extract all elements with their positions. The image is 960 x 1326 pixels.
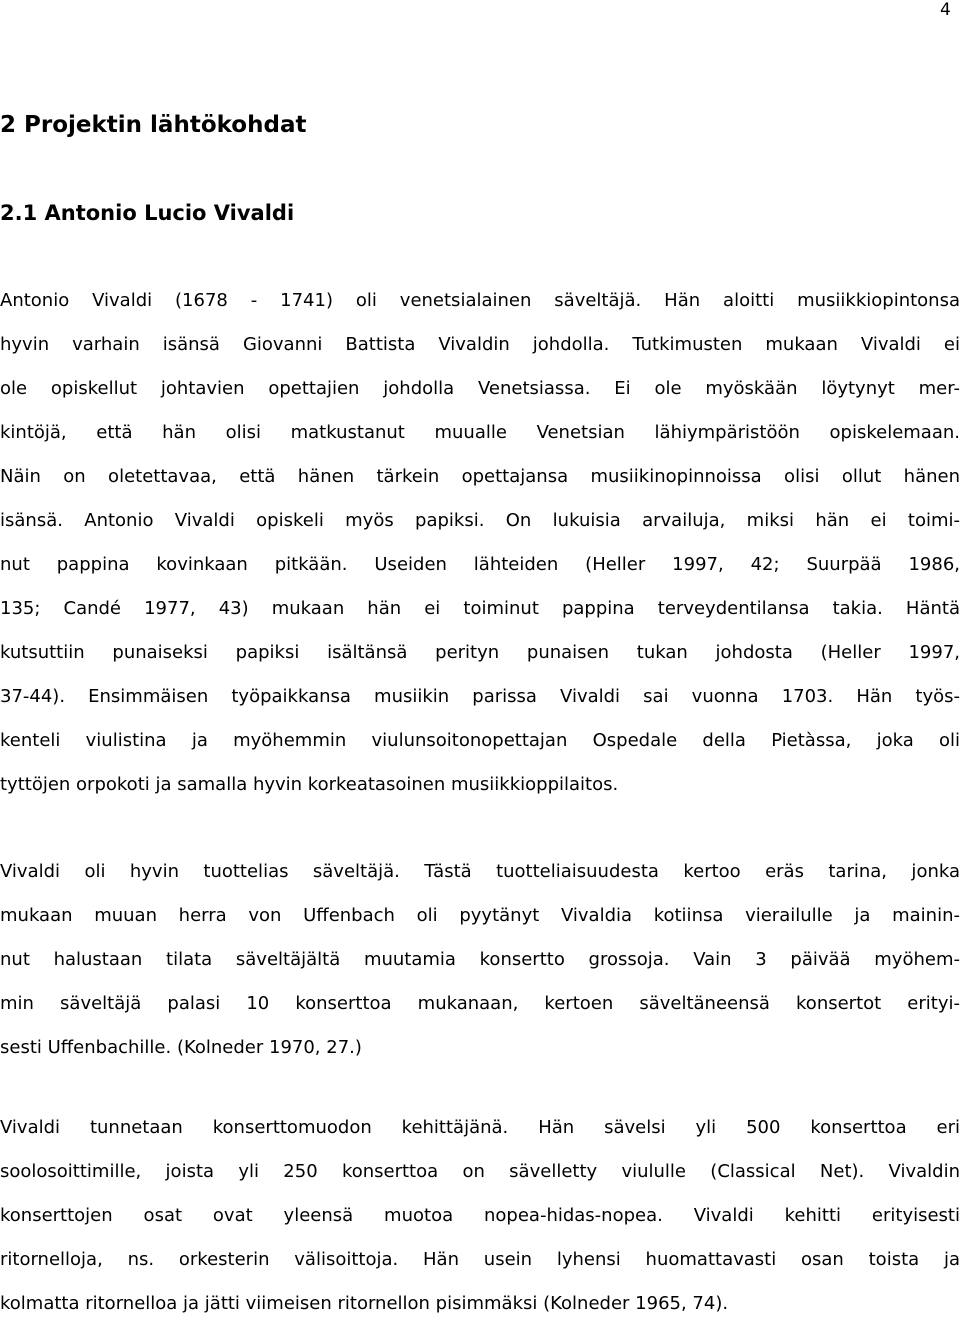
text-line: kolmatta ritornelloa ja jätti viimeisen ritornellon pisimmäksi (Kolneder 1965, 74). <box>0 1293 729 1314</box>
text-line: kutsuttiin punaiseksi papiksi isältänsä perityn punaisen tukan johdosta (Heller 1997, <box>0 642 960 663</box>
text-line: 135; Candé 1977, 43) mukaan hän ei toiminut pappina terveydentilansa takia. Häntä <box>0 598 960 619</box>
text-line: ole opiskellut johtavien opettajien johdolla Venetsiassa. Ei ole myöskään löytynyt mer- <box>0 378 960 399</box>
text-line: nut pappina kovinkaan pitkään. Useiden lähteiden (Heller 1997, 42; Suurpää 1986, <box>0 554 960 575</box>
text-line: soolosoittimille, joista yli 250 konserttoa on sävelletty viululle (Classical Net). Vivaldin <box>0 1161 960 1182</box>
paragraph-vivaldi-concerto-form <box>0 1106 960 1326</box>
text-line: Vivaldi tunnetaan konserttomuodon kehittäjänä. Hän sävelsi yli 500 konserttoa eri <box>0 1117 960 1138</box>
text-line: isänsä. Antonio Vivaldi opiskeli myös papiksi. On lukuisia arvailuja, miksi hän ei toimi- <box>0 510 960 531</box>
text-line: hyvin varhain isänsä Giovanni Battista Vivaldin johdolla. Tutkimusten mukaan Vivaldi ei <box>0 334 960 355</box>
chapter-heading: 2 Projektin lähtökohdat <box>0 112 307 138</box>
paragraph-vivaldi-productivity <box>0 850 960 1070</box>
text-line: nut halustaan tilata säveltäjältä muutamia konsertto grossoja. Vain 3 päivää myöhem- <box>0 949 960 970</box>
text-line: kintöjä, että hän olisi matkustanut muualle Venetsian lähiympäristöön opiskelemaan. <box>0 422 960 443</box>
text-line: Antonio Vivaldi (1678 - 1741) oli venetsialainen säveltäjä. Hän aloitti musiikkiopintonsa <box>0 290 960 311</box>
text-line: konserttojen osat ovat yleensä muotoa nopea-hidas-nopea. Vivaldi kehitti erityisesti <box>0 1205 960 1226</box>
text-line: kenteli viulistina ja myöhemmin viulunsoitonopettajan Ospedale della Pietàssa, joka oli <box>0 730 960 751</box>
section-heading: 2.1 Antonio Lucio Vivaldi <box>0 201 295 225</box>
text-line: 37-44). Ensimmäisen työpaikkansa musiikin parissa Vivaldi sai vuonna 1703. Hän työs- <box>0 686 960 707</box>
text-line: Vivaldi oli hyvin tuottelias säveltäjä. Tästä tuotteliaisuudesta kertoo eräs tarina, jonka <box>0 861 960 882</box>
page-number: 4 <box>940 0 951 20</box>
text-line: ritornelloja, ns. orkesterin välisoittoja. Hän usein lyhensi huomattavasti osan toista ja <box>0 1249 960 1270</box>
paragraph-vivaldi-biography <box>0 279 960 807</box>
text-line: mukaan muuan herra von Uffenbach oli pyytänyt Vivaldia kotiinsa vierailulle ja mainin- <box>0 905 960 926</box>
text-line: Näin on oletettavaa, että hänen tärkein opettajansa musiikinopinnoissa olisi ollut hänen <box>0 466 960 487</box>
text-line: tyttöjen orpokoti ja samalla hyvin korkeatasoinen musiikkioppilaitos. <box>0 774 619 795</box>
text-line: sesti Uffenbachille. (Kolneder 1970, 27.) <box>0 1037 362 1058</box>
text-line: min säveltäjä palasi 10 konserttoa mukanaan, kertoen säveltäneensä konsertot erityi- <box>0 993 960 1014</box>
